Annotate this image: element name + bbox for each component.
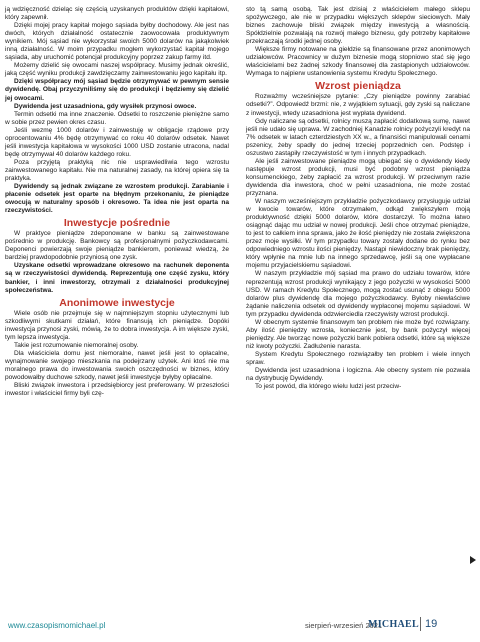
magazine-url[interactable]: www.czasopismomichael.pl bbox=[8, 621, 106, 630]
paragraph: To jest powód, dla którego wielu ludzi jest przeciw- bbox=[255, 383, 402, 391]
footer-divider bbox=[420, 617, 421, 631]
continue-arrow-icon bbox=[470, 556, 476, 564]
section-heading: Wzrost pieniądza bbox=[315, 80, 401, 93]
paragraph: sto tą samą osobą. Tak jest dzisiaj z właścicielem małego sklepu spożywczego, ale nie w przypadku większych sklepów sieciowych. Mały biznes zachowuje bliski związek między inwestycją a własnością. Spółdzielnie pozwalają na rozwój małego biznesu, gdy potrzeby kapitałowe przekraczają środki jednej osoby. bbox=[246, 6, 470, 46]
paragraph: Możemy dzielić się owocami naszej współpracy. Musimy jednak określić, jaką część wyniku produkcji zawdzięczamy zainwestowaniu jego kapitału itp. bbox=[5, 62, 229, 78]
paragraph: Poza przyjętą praktyką nic nie usprawiedliwia tego wzrostu zainwestowanego kapitału. Nie ma naturalnej zasady, na której opiera się ta praktyka. bbox=[5, 158, 229, 182]
paragraph: Dywidenda jest uzasadniona, gdy wysiłek przynosi owoce. bbox=[14, 102, 197, 110]
right-column bbox=[246, 6, 470, 391]
paragraph: Takie jest rozumowanie niemoralnej osoby. bbox=[14, 341, 139, 349]
page-footer bbox=[0, 617, 480, 637]
paragraph: W praktyce pieniądze zdeponowane w banku są zainwestowane pośrednio w produkcję. Bankowcy są profesjonalnymi pożyczkodawcami. Deponenci powierzają swoje pieniądze bankierom, ponieważ wiedzą, że bardziej prawdopodobnie przyniosą one zysk. bbox=[5, 230, 229, 262]
paragraph: Uzyskane odsetki wprowadzane okresowo na rachunek deponenta są w rzeczywistości dywidendą. Reprezentują one część zysku, który bankier, i inni inwestorzy, otrzymali z działalności produkcyjnej społeczeństwa. bbox=[5, 262, 229, 294]
paragraph: W naszym przykładzie mój sąsiad ma prawo do udziału towarów, które reprezentują wzrost produkcji wynikający z jego pożyczki w wysokości 5000 USD. W ramach Kredytu Społecznego, mogą zostać usunąć z obiegu 5000 dolarów plus dywidendę dla mojego pożyczkodawcy. Byłoby niewłaściwe żądanie naliczenia odsetek od dywidendy wypłaconej mojemu sąsiadowi. W tym przypadku dywidenda odzwierciedla rzeczywisty wzrost produkcji. bbox=[246, 270, 470, 318]
paragraph: Jeśli wezmę 1000 dolarów i zainwestuję w obligacje rządowe przy oprocentowaniu 4% będę otrzymywać co roku 40 dolarów odsetek. Nawet jeśli inwestycja kapitałowa w wysokości 1000 USD zostanie utracona, nadal będę otrzymywał 40 dolarów każdego roku. bbox=[5, 126, 229, 158]
paragraph: Dzięki mojej pracy kapitał mojego sąsiada byłby dochodowy. Ale jest nas dwóch, których działalność ostatecznie zaowocowała produktywnym wynikiem. Mój sąsiad nie wykorzystał swoich 5000 dolarów na jakąkolwiek inną działalność. W moim przypadku mogłem wykorzystać kapitał mojego sąsiada, aby uruchomić potencjał produkcyjny poprzez zakup farmy itd. bbox=[5, 22, 229, 62]
paragraph: W obecnym systemie finansowym ten problem nie może być rozwiązany. Aby ilość pieniędzy wzrosła, koniecznie jest, by bank pożyczył więcej pieniędzy. Ale tworząc nowe pożyczki bank pobiera odsetki, które są większe niż kwoty pożyczki. Zadłużenie narasta. bbox=[246, 318, 470, 350]
section-heading: Anonimowe inwestycje bbox=[59, 296, 175, 309]
paragraph: Termin odsetki ma inne znaczenie. Odsetki to roszczenie pieniężne samo w sobie przez pewien okres czasu. bbox=[5, 110, 229, 126]
paragraph: Ale jeśli zainwestowane pieniądze mogą ubiegać się o dywidendy kiedy następuje wzrost produkcji, musi być podobny wzrost pieniądza konsumenckiego, żeby zapłacić za wzrost produkcji. W przeciwnym razie dywidenda dla inwestora, choć w pełni uzasadniona, nie może zostać przyznana. bbox=[246, 157, 470, 197]
paragraph: Rozważmy wcześniejsze pytanie: „Czy pieniądze powinny zarabiać odsetki?”. Odpowiedź brzmi: nie, z wyjątkiem sytuacji, gdy zyski są naliczane z inwestycji, wtedy uzasadniona jest wypłata dywidend. bbox=[246, 93, 470, 117]
paragraph: ją wdzięczność dzieląc się częścią uzyskanych produktów dzięki kapitałowi, który zapewnił. bbox=[5, 6, 229, 22]
paragraph: System Kredytu Społecznego rozwiązałby ten problem i wiele innych spraw. bbox=[246, 350, 470, 366]
paragraph: Bliski związek inwestora i przedsiębiorcy jest preferowany. W przeszłości inwestor i właściciel firmy byli czę- bbox=[5, 382, 229, 398]
page-number: 19 bbox=[425, 618, 438, 630]
paragraph: W naszym wcześniejszym przykładzie pożyczkodawcy przysługuje udział w kwocie towarów, które otrzymałem, odkąd zwiększyłem moją produktywność dzięki 5000 dolarów, które dostarczył. To można łatwo osiągnąć dając mu udział w nowej produkcji. Jeśli chce otrzymać pieniądze, to jest to całkiem inna sprawa, jako że ilość pieniędzy nie została zwiększona przez moje wysiłki. W tym przypadku towary zostały dodane do rynku bez odpowiedniego wzrostu ilości pieniędzy. Nastąpi niewidoczny brak pieniędzy, który wpłynie na mnie lub na innego sprzedawcę, jeśli są one wypłacane mojemu przyjacielskiemu sąsiadowi. bbox=[246, 198, 470, 270]
paragraph: Dywidenda jest uzasadniona i logiczna. Ale obecny system nie pozwala na dystrybucję Dywidendy. bbox=[246, 367, 470, 383]
paragraph: Dzięki współpracy mój sąsiad będzie otrzymywać w pewnym sensie dywidendę. Obaj przyczyniliśmy się do produkcji i będziemy się dzielić jej owocami. bbox=[5, 78, 229, 102]
paragraph: Większe firmy notowane na giełdzie są finansowane przez anonimowych udziałowców. Pracownicy w dużym biznesie mogą stopniowo stać się jego właścicielami bez żadnej szkody finansowej dla zastąpionych udziałowców. Wymaga to najpierw ustanowienia systemu Kredytu Społecznego. bbox=[246, 46, 470, 78]
paragraph: Dla właściciela domu jest niemoralne, nawet jeśli jest to opłacalne, wynajmowanie swojego mieszkania na podejrzany użytek. Ani ktoś nie ma moralnego prawa do inwestowania swoich oszczędności w biznes, który powodowałby duchowe szkody, nawet jeśli inwestycje byłyby opłacalne. bbox=[5, 349, 229, 381]
left-column bbox=[5, 6, 229, 398]
section-heading: Inwestycje pośrednie bbox=[63, 217, 171, 230]
paragraph: Dywidendy są jednak związane ze wzrostem produkcji. Zarabianie i płacenie odsetek jest oparte na błędnym przekonaniu, że pieniądze owocują w naturalny sposób i okresowo. Ta idea nie jest oparta na rzeczywistości. bbox=[5, 183, 229, 215]
paragraph: Gdy naliczane są odsetki, rolnicy muszą zapłacić dodatkową sumę, nawet jeśli nie udało się uprawa. W zachodniej Kanadzie rolnicy pożyczyli kredyt na 7% odsetek w latach czterdziestych XX w., a finansiści manipulowali cenami pszenicy, żeby spadły do jednej trzeciej poprzednich cen. Podstęp i oszustwo zastąpiły rzeczywistość w tym i innych przypadkach. bbox=[246, 117, 470, 157]
issue-date: sierpień-wrzesień 2021 bbox=[305, 621, 383, 630]
magazine-brand: MICHAEL bbox=[368, 619, 419, 630]
paragraph: Wiele osób nie przejmuje się w najmniejszym stopniu użytecznymi lub szkodliwymi skutkami działań, które finansują ich pieniądze. Dopóki inwestycja przynosi zyski, mówią, że to dobra inwestycja. A im większe zyski, tym lepsza inwestycja. bbox=[5, 309, 229, 341]
